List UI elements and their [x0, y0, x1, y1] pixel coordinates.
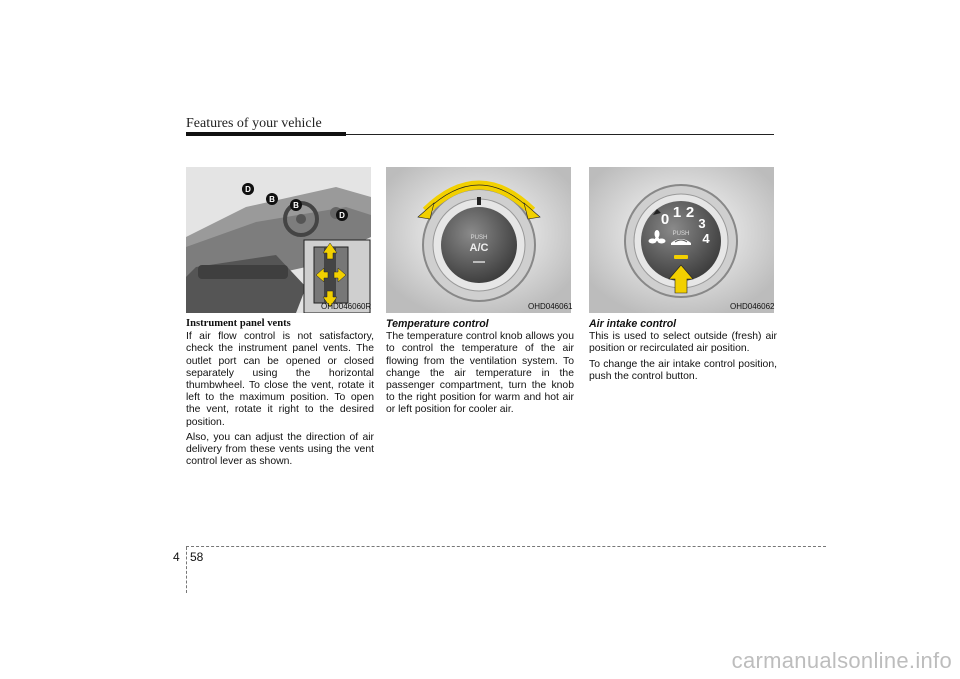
vents-paragraph-2: Also, you can adjust the direction of air delivery from these vents using the vent control lever as shown. — [186, 431, 374, 468]
air-intake-knob-illustration — [589, 167, 774, 313]
intake-heading: Air intake control — [589, 318, 677, 330]
figure-temperature-knob — [386, 167, 571, 313]
intake-push-label: PUSH — [672, 231, 690, 237]
callout-badge-b1 — [266, 193, 278, 205]
temperature-heading: Temperature control — [386, 318, 489, 330]
svg-text:3: 3 — [698, 216, 706, 231]
figure-air-intake-knob — [589, 167, 774, 313]
page-number: 58 — [190, 550, 204, 564]
header-rule-thin — [346, 134, 774, 135]
header-rule-thick — [186, 132, 346, 136]
svg-text:0: 0 — [660, 211, 670, 228]
chapter-number: 4 — [173, 550, 180, 564]
dashboard-illustration — [186, 167, 371, 313]
figure-code-1: OHD046060R — [321, 302, 372, 311]
temperature-knob-illustration — [386, 167, 571, 313]
callout-badge-b2 — [290, 199, 302, 211]
temperature-paragraph-1: The temperature control knob allows you to control the temperature of the air flowing from the ventilation system. To change the air temperature in the passenger compartment, turn the knob to the right position for warm and hot air or left position for cooler air. — [386, 331, 574, 416]
vents-section — [186, 318, 374, 471]
knob-ac-label: A/C — [469, 242, 489, 254]
svg-text:4: 4 — [702, 231, 710, 246]
watermark: carmanualsonline.info — [731, 648, 952, 673]
vents-paragraph-1: If air flow control is not satisfactory, check the instrument panel vents. The outlet port can be opened or closed separately using the horizontal thumbwheel. To close the vent, rotate it left to the maximum position. To open the vent, rotate it right to the desired position. — [186, 331, 374, 428]
figure-dashboard-vents — [186, 167, 371, 313]
callout-badge-d1 — [242, 183, 254, 195]
temperature-section — [386, 318, 574, 420]
figure-code-3: OHD046062 — [730, 302, 775, 311]
section-title: Features of your vehicle — [186, 116, 322, 131]
callout-badge-d2 — [336, 209, 348, 221]
intake-section — [589, 318, 777, 386]
svg-text:D: D — [339, 211, 345, 220]
figure-code-2: OHD046061 — [528, 302, 573, 311]
intake-paragraph-2: To change the air intake control position, push the control button. — [589, 358, 777, 382]
knob-push-label: PUSH — [470, 235, 488, 241]
svg-text:2: 2 — [685, 204, 695, 221]
svg-text:B: B — [269, 195, 275, 204]
svg-text:D: D — [245, 185, 251, 194]
footer-vertical-divider — [186, 547, 187, 593]
svg-text:1: 1 — [672, 204, 682, 221]
svg-text:B: B — [293, 201, 299, 210]
intake-paragraph-1: This is used to select outside (fresh) air position or recirculated air position. — [589, 331, 777, 355]
vents-heading: Instrument panel vents — [186, 318, 291, 329]
footer-divider — [186, 546, 826, 547]
